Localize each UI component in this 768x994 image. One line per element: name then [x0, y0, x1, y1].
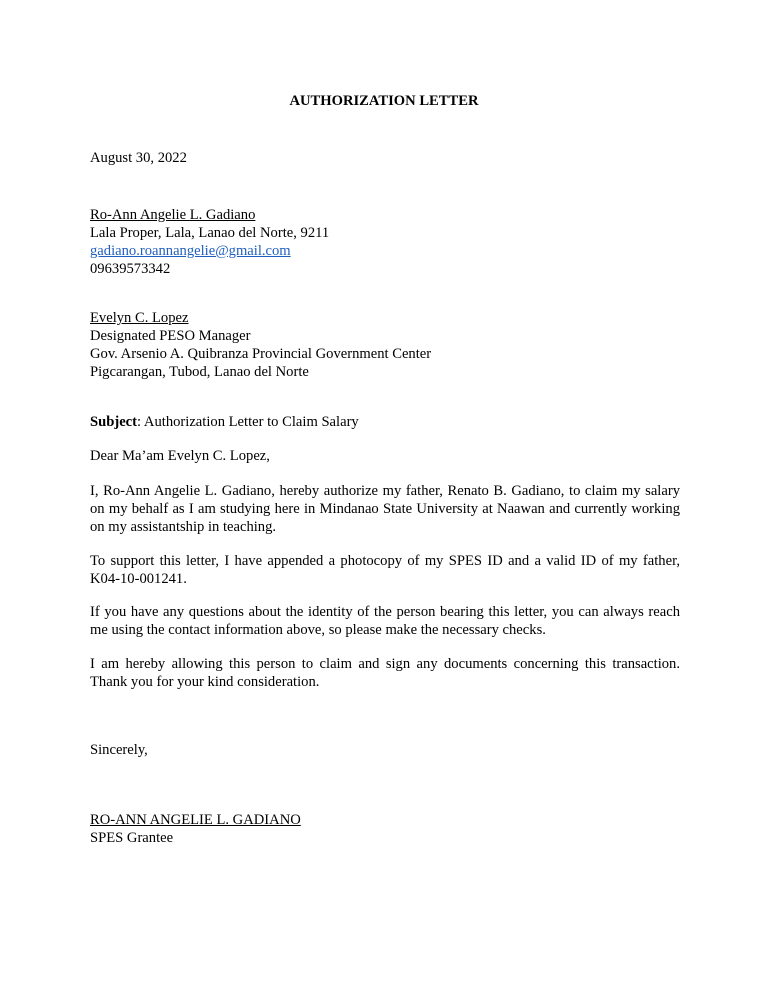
recipient-address: Pigcarangan, Tubod, Lanao del Norte	[90, 364, 309, 380]
signature-name: RO-ANN ANGELIE L. GADIANO	[90, 812, 301, 828]
body-paragraph-4: I am hereby allowing this person to claim and sign any documents concerning this transaction. Thank you for your kind consideration.	[90, 656, 680, 690]
closing	[90, 741, 680, 759]
salutation-text: Dear Ma’am Evelyn C. Lopez,	[90, 448, 270, 464]
body-paragraph-3: If you have any questions about the identity of the person bearing this letter, you can always reach me using the contact information above, so please make the necessary checks.	[90, 604, 680, 638]
body-paragraph-1: I, Ro-Ann Angelie L. Gadiano, hereby authorize my father, Renato B. Gadiano, to claim my salary on my behalf as I am studying here in Mindanao State University at Naawan and currently working on my assistantship in teaching.	[90, 483, 680, 535]
signature-role: SPES Grantee	[90, 830, 174, 846]
recipient-position: Designated PESO Manager	[90, 328, 251, 344]
recipient-block	[90, 309, 680, 381]
recipient-name: Evelyn C. Lopez	[90, 310, 189, 326]
subject-line	[90, 413, 680, 431]
recipient-office: Gov. Arsenio A. Quibranza Provincial Government Center	[90, 346, 432, 362]
body-paragraph-2: To support this letter, I have appended a photocopy of my SPES ID and a valid ID of my father, K04-10-001241.	[90, 553, 680, 587]
salutation	[90, 447, 680, 465]
sender-phone: 09639573342	[90, 261, 171, 277]
subject-label: Subject	[90, 414, 138, 430]
letter-date	[90, 149, 680, 167]
closing-text: Sincerely,	[90, 742, 148, 758]
sender-address: Lala Proper, Lala, Lanao del Norte, 9211	[90, 225, 330, 241]
signature-block	[90, 811, 680, 847]
letter-title: AUTHORIZATION LETTER	[289, 93, 479, 109]
sender-block	[90, 206, 680, 278]
subject-text: : Authorization Letter to Claim Salary	[137, 414, 359, 430]
sender-email-link[interactable]: gadiano.roannangelie@gmail.com	[90, 243, 291, 259]
sender-name: Ro-Ann Angelie L. Gadiano	[90, 207, 256, 223]
date-text: August 30, 2022	[90, 150, 187, 166]
